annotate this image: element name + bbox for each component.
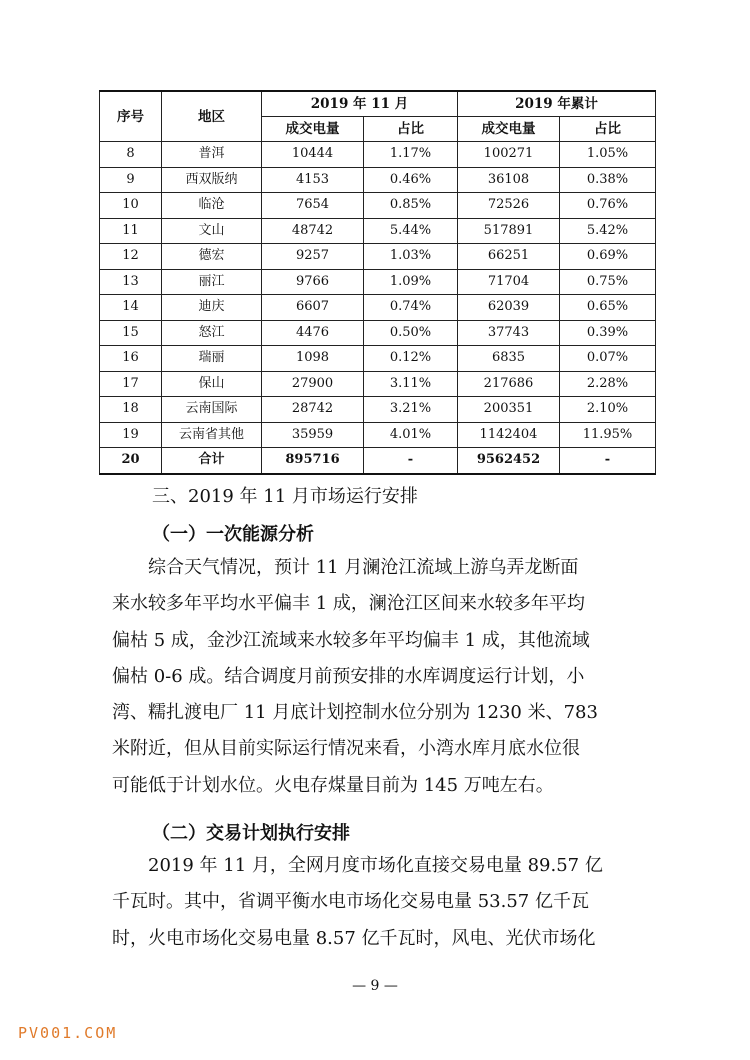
cell-region: 瑞丽 xyxy=(162,346,262,372)
cell-month-volume: 28742 xyxy=(262,397,364,423)
cell-region: 德宏 xyxy=(162,244,262,270)
cell-cumulative-share: 0.76% xyxy=(560,193,656,219)
paragraph-line: 米附近，但从目前实际运行情况来看，小湾水库月底水位很 xyxy=(112,738,580,760)
cell-cumulative-volume: 517891 xyxy=(458,218,560,244)
cell-month-share: 3.11% xyxy=(364,371,458,397)
cell-region: 临沧 xyxy=(162,193,262,219)
cell-cumulative-share: 5.42% xyxy=(560,218,656,244)
table-row xyxy=(100,193,656,219)
cell-cumulative-share: 1.05% xyxy=(560,142,656,168)
cell-region: 保山 xyxy=(162,371,262,397)
cell-cumulative-volume: 37743 xyxy=(458,320,560,346)
cell-region: 云南国际 xyxy=(162,397,262,423)
table-row xyxy=(100,269,656,295)
header-cumulative-share: 占比 xyxy=(560,117,656,142)
cell-region: 丽江 xyxy=(162,269,262,295)
table-row xyxy=(100,320,656,346)
cell-month-volume: 1098 xyxy=(262,346,364,372)
cell-region: 怒江 xyxy=(162,320,262,346)
cell-cumulative-volume: 1142404 xyxy=(458,422,560,448)
table-row xyxy=(100,167,656,193)
table-row xyxy=(100,397,656,423)
cell-index: 19 xyxy=(100,422,162,448)
cell-month-share: - xyxy=(364,448,458,474)
cell-cumulative-share: 2.10% xyxy=(560,397,656,423)
header-index: 序号 xyxy=(100,91,162,142)
paragraph-line: 湾、糯扎渡电厂 11 月底计划控制水位分别为 1230 米、783 xyxy=(112,702,598,724)
watermark-text: PV001.COM xyxy=(18,1024,118,1042)
table-row xyxy=(100,422,656,448)
cell-index: 9 xyxy=(100,167,162,193)
cell-cumulative-share: 0.38% xyxy=(560,167,656,193)
paragraph-line: 时，火电市场化交易电量 8.57 亿千瓦时，风电、光伏市场化 xyxy=(112,927,596,949)
cell-index: 13 xyxy=(100,269,162,295)
paragraph-line: 综合天气情况，预计 11 月澜沧江流域上游乌弄龙断面 xyxy=(148,557,579,578)
table-row xyxy=(100,295,656,321)
cell-region: 文山 xyxy=(162,218,262,244)
cell-month-share: 4.01% xyxy=(364,422,458,448)
cell-month-volume: 4476 xyxy=(262,320,364,346)
cell-cumulative-volume: 6835 xyxy=(458,346,560,372)
cell-month-share: 1.09% xyxy=(364,269,458,295)
cell-month-share: 3.21% xyxy=(364,397,458,423)
cell-cumulative-volume: 9562452 xyxy=(458,448,560,474)
subsection-title-primary-energy: （一）一次能源分析 xyxy=(152,524,314,545)
cell-index: 12 xyxy=(100,244,162,270)
cell-index: 17 xyxy=(100,371,162,397)
cell-region: 迪庆 xyxy=(162,295,262,321)
cell-region: 西双版纳 xyxy=(162,167,262,193)
cell-month-volume: 9257 xyxy=(262,244,364,270)
cell-month-share: 5.44% xyxy=(364,218,458,244)
cell-index: 8 xyxy=(100,142,162,168)
paragraph-primary-energy xyxy=(112,550,650,804)
cell-cumulative-share: 0.69% xyxy=(560,244,656,270)
cell-cumulative-volume: 100271 xyxy=(458,142,560,168)
cell-month-volume: 48742 xyxy=(262,218,364,244)
cell-cumulative-volume: 66251 xyxy=(458,244,560,270)
table-row xyxy=(100,142,656,168)
cell-index: 11 xyxy=(100,218,162,244)
cell-index: 18 xyxy=(100,397,162,423)
cell-cumulative-volume: 200351 xyxy=(458,397,560,423)
electricity-trade-table xyxy=(99,90,656,475)
cell-month-share: 0.12% xyxy=(364,346,458,372)
cell-month-share: 0.85% xyxy=(364,193,458,219)
cell-cumulative-share: 0.75% xyxy=(560,269,656,295)
cell-region: 云南省其他 xyxy=(162,422,262,448)
table-row xyxy=(100,346,656,372)
paragraph-line: 可能低于计划水位。火电存煤量目前为 145 万吨左右。 xyxy=(112,774,554,796)
header-region: 地区 xyxy=(162,91,262,142)
cell-month-volume: 895716 xyxy=(262,448,364,474)
cell-month-share: 1.03% xyxy=(364,244,458,270)
section-title: 三、2019 年 11 月市场运行安排 xyxy=(152,486,418,507)
cell-month-volume: 10444 xyxy=(262,142,364,168)
cell-index: 10 xyxy=(100,193,162,219)
data-table-container xyxy=(99,90,655,475)
cell-month-volume: 9766 xyxy=(262,269,364,295)
paragraph-trade-plan xyxy=(112,848,650,957)
cell-cumulative-volume: 71704 xyxy=(458,269,560,295)
paragraph-line: 2019 年 11 月，全网月度市场化直接交易电量 89.57 亿 xyxy=(148,855,603,876)
table-row xyxy=(100,218,656,244)
cell-month-volume: 6607 xyxy=(262,295,364,321)
cell-month-volume: 4153 xyxy=(262,167,364,193)
cell-index: 20 xyxy=(100,448,162,474)
cell-month-share: 0.74% xyxy=(364,295,458,321)
table-row xyxy=(100,371,656,397)
cell-cumulative-share: 11.95% xyxy=(560,422,656,448)
cell-cumulative-volume: 72526 xyxy=(458,193,560,219)
cell-cumulative-volume: 62039 xyxy=(458,295,560,321)
header-cumulative-volume: 成交电量 xyxy=(458,117,560,142)
paragraph-line: 千瓦时。其中，省调平衡水电市场化交易电量 53.57 亿千瓦 xyxy=(112,891,589,913)
header-cumulative-group: 2019 年累计 xyxy=(458,91,656,117)
cell-month-share: 0.50% xyxy=(364,320,458,346)
cell-cumulative-share: 0.07% xyxy=(560,346,656,372)
table-total-row xyxy=(100,448,656,474)
cell-region: 普洱 xyxy=(162,142,262,168)
cell-month-volume: 27900 xyxy=(262,371,364,397)
cell-month-volume: 7654 xyxy=(262,193,364,219)
cell-cumulative-share: 2.28% xyxy=(560,371,656,397)
cell-cumulative-share: 0.65% xyxy=(560,295,656,321)
header-month-group: 2019 年 11 月 xyxy=(262,91,458,117)
cell-cumulative-share: 0.39% xyxy=(560,320,656,346)
cell-region: 合计 xyxy=(162,448,262,474)
cell-index: 14 xyxy=(100,295,162,321)
cell-index: 15 xyxy=(100,320,162,346)
paragraph-line: 偏枯 5 成，金沙江流域来水较多年平均偏丰 1 成，其他流域 xyxy=(112,629,590,651)
subsection-title-trade-plan: （二）交易计划执行安排 xyxy=(152,823,350,844)
paragraph-line: 来水较多年平均水平偏丰 1 成，澜沧江区间来水较多年平均 xyxy=(112,593,585,615)
cell-month-volume: 35959 xyxy=(262,422,364,448)
page-number: — 9 — xyxy=(352,978,398,994)
cell-month-share: 1.17% xyxy=(364,142,458,168)
cell-cumulative-volume: 217686 xyxy=(458,371,560,397)
cell-cumulative-share: - xyxy=(560,448,656,474)
cell-index: 16 xyxy=(100,346,162,372)
header-month-share: 占比 xyxy=(364,117,458,142)
cell-cumulative-volume: 36108 xyxy=(458,167,560,193)
paragraph-line: 偏枯 0-6 成。结合调度月前预安排的水库调度运行计划，小 xyxy=(112,665,585,687)
header-month-volume: 成交电量 xyxy=(262,117,364,142)
table-row xyxy=(100,244,656,270)
cell-month-share: 0.46% xyxy=(364,167,458,193)
